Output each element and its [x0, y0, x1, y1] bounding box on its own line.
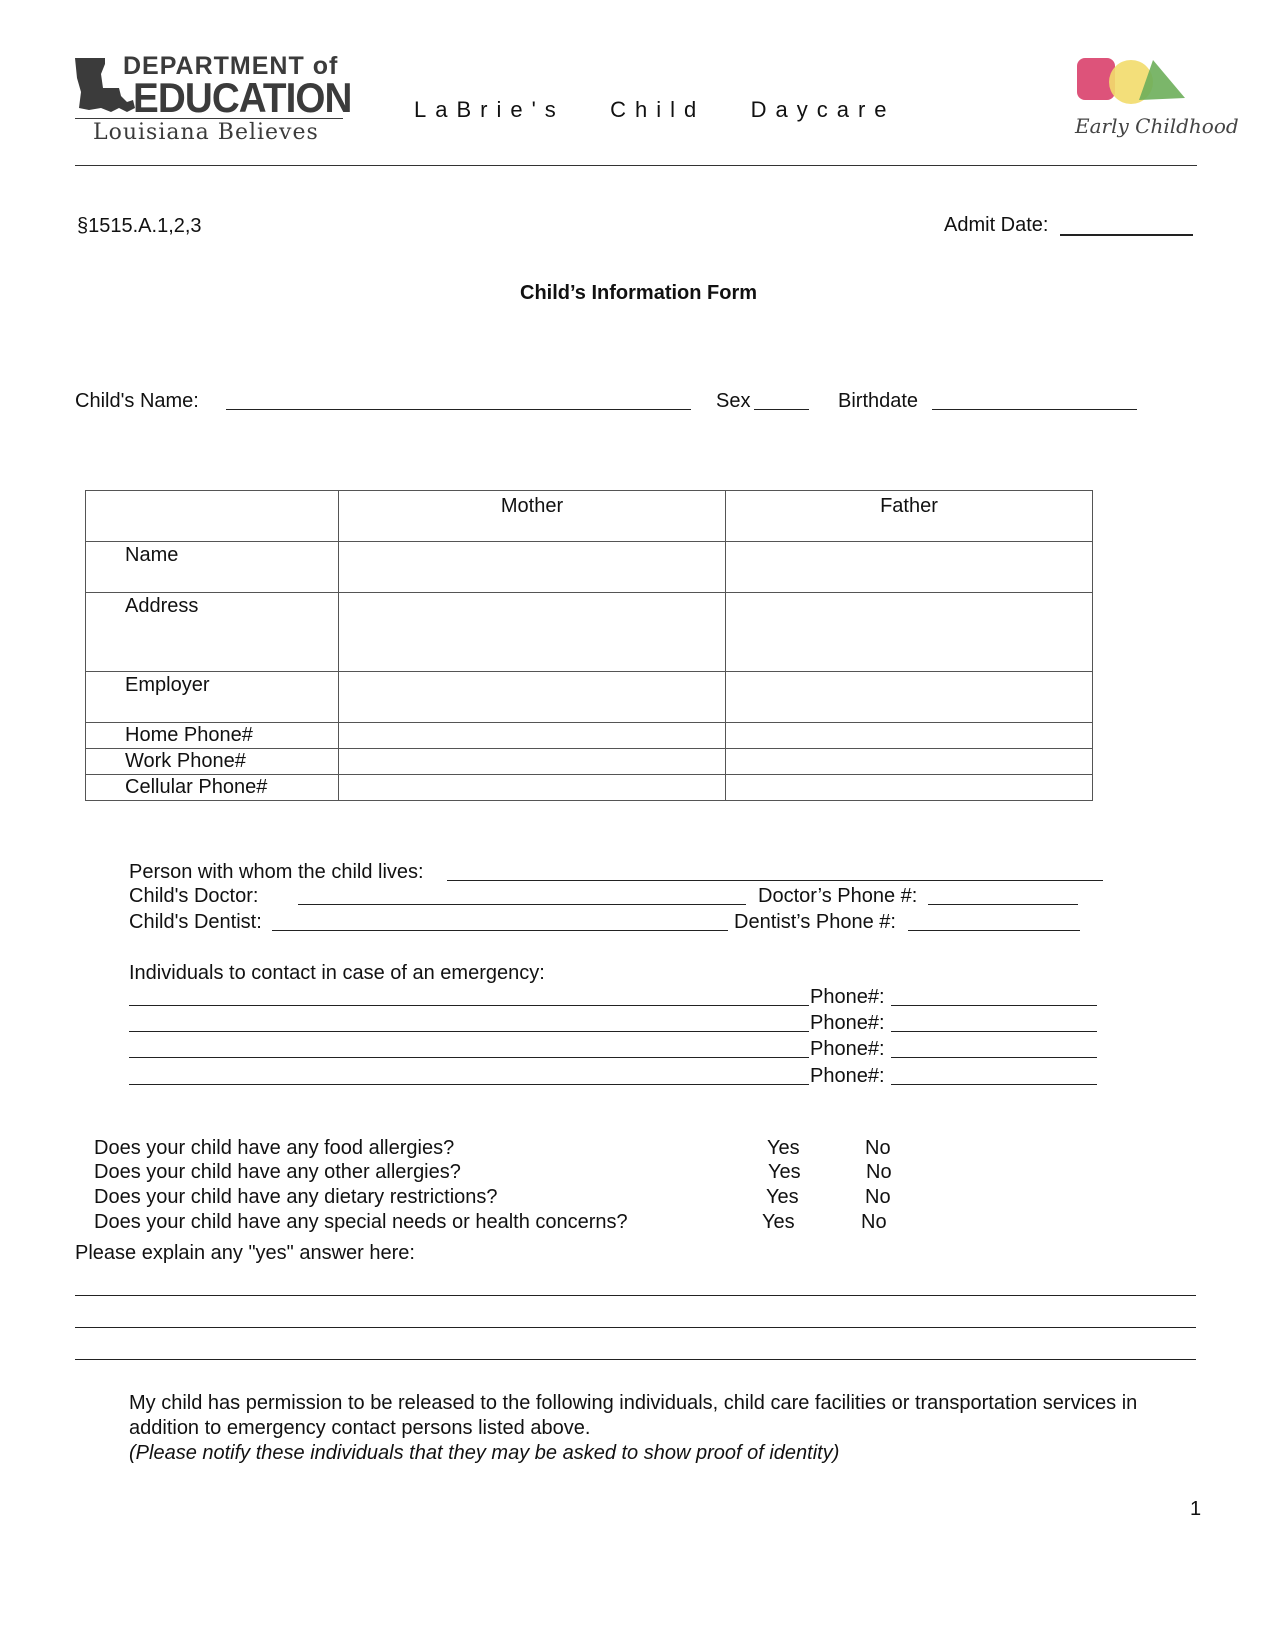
explain-label: Please explain any "yes" answer here:: [75, 1242, 415, 1264]
dentist-phone-field[interactable]: [908, 930, 1080, 931]
question-other-allergies: Does your child have any other allergies?: [94, 1161, 461, 1183]
mother-home-phone-cell[interactable]: [339, 723, 726, 749]
early-childhood-logo-text: Early Childhood: [1075, 114, 1239, 138]
doctor-phone-field[interactable]: [928, 904, 1078, 905]
row-label-employer: Employer: [86, 672, 339, 723]
emergency-phone-label: Phone#:: [810, 986, 885, 1008]
doe-logo-tagline: Louisiana Believes: [93, 120, 319, 145]
yes-option[interactable]: Yes: [768, 1161, 801, 1183]
child-name-label: Child's Name:: [75, 390, 199, 412]
row-label-home-phone: Home Phone#: [86, 723, 339, 749]
yes-option[interactable]: Yes: [767, 1137, 800, 1159]
parents-table: [85, 490, 1093, 801]
sex-label: Sex: [716, 390, 751, 412]
question-special-needs: Does your child have any special needs or health concerns?: [94, 1211, 628, 1233]
mother-address-cell[interactable]: [339, 593, 726, 672]
row-label-address: Address: [86, 593, 339, 672]
permission-text-line2: addition to emergency contact persons listed above.: [129, 1417, 591, 1439]
father-cellular-phone-cell[interactable]: [726, 775, 1093, 801]
father-name-cell[interactable]: [726, 542, 1093, 593]
father-employer-cell[interactable]: [726, 672, 1093, 723]
lives-with-field[interactable]: [447, 880, 1103, 881]
mother-name-cell[interactable]: [339, 542, 726, 593]
emergency-contact-phone-field[interactable]: [891, 1057, 1097, 1058]
mother-employer-cell[interactable]: [339, 672, 726, 723]
birthdate-field[interactable]: [932, 409, 1137, 410]
dentist-label: Child's Dentist:: [129, 911, 262, 933]
question-food-allergies: Does your child have any food allergies?: [94, 1137, 455, 1159]
father-work-phone-cell[interactable]: [726, 749, 1093, 775]
admit-date-label: Admit Date:: [944, 214, 1049, 236]
emergency-contact-phone-field[interactable]: [891, 1031, 1097, 1032]
no-option[interactable]: No: [865, 1137, 891, 1159]
emergency-phone-label: Phone#:: [810, 1065, 885, 1087]
row-label-name: Name: [86, 542, 339, 593]
department-of-education-logo: [75, 52, 352, 148]
mother-work-phone-cell[interactable]: [339, 749, 726, 775]
child-name-field[interactable]: [226, 409, 691, 410]
regulation-code: §1515.A.1,2,3: [77, 215, 202, 237]
doctor-phone-label: Doctor’s Phone #:: [758, 885, 918, 907]
explain-line[interactable]: [75, 1295, 1196, 1296]
permission-text-line1: My child has permission to be released to the following individuals, child care facilities or transportation services in: [129, 1392, 1138, 1414]
permission-note: (Please notify these individuals that they may be asked to show proof of identity): [129, 1442, 840, 1464]
lives-with-label: Person with whom the child lives:: [129, 861, 424, 883]
emergency-contact-name-field[interactable]: [129, 1031, 809, 1032]
emergency-contact-phone-field[interactable]: [891, 1084, 1097, 1085]
doe-logo-line2: EDUCATION: [133, 74, 352, 121]
yes-option[interactable]: Yes: [762, 1211, 795, 1233]
no-option[interactable]: No: [861, 1211, 887, 1233]
birthdate-label: Birthdate: [838, 390, 919, 412]
admit-date-field[interactable]: [1060, 234, 1193, 236]
doctor-field[interactable]: [298, 904, 746, 905]
emergency-contact-name-field[interactable]: [129, 1005, 809, 1006]
dentist-phone-label: Dentist’s Phone #:: [734, 911, 896, 933]
father-address-cell[interactable]: [726, 593, 1093, 672]
early-childhood-shapes-icon: [1075, 50, 1205, 110]
column-header-father: Father: [726, 491, 1093, 542]
row-label-cellular-phone: Cellular Phone#: [86, 775, 339, 801]
daycare-name: LaBrie's Child Daycare: [414, 97, 896, 122]
emergency-heading: Individuals to contact in case of an emergency:: [129, 962, 545, 984]
doctor-label: Child's Doctor:: [129, 885, 259, 907]
question-dietary-restrictions: Does your child have any dietary restrictions?: [94, 1186, 498, 1208]
dentist-field[interactable]: [272, 930, 728, 931]
header-divider: [75, 165, 1197, 166]
page-number: 1: [1190, 1498, 1202, 1520]
sex-field[interactable]: [754, 409, 809, 410]
no-option[interactable]: No: [866, 1161, 892, 1183]
doe-logo-line1: DEPARTMENT of: [123, 52, 339, 80]
explain-line[interactable]: [75, 1359, 1196, 1360]
father-home-phone-cell[interactable]: [726, 723, 1093, 749]
column-header-mother: Mother: [339, 491, 726, 542]
emergency-contact-name-field[interactable]: [129, 1084, 809, 1085]
emergency-phone-label: Phone#:: [810, 1038, 885, 1060]
explain-line[interactable]: [75, 1327, 1196, 1328]
emergency-contact-name-field[interactable]: [129, 1057, 809, 1058]
emergency-contact-phone-field[interactable]: [891, 1005, 1097, 1006]
emergency-phone-label: Phone#:: [810, 1012, 885, 1034]
form-title: Child’s Information Form: [520, 282, 758, 304]
row-label-work-phone: Work Phone#: [86, 749, 339, 775]
table-corner-cell: [86, 491, 339, 542]
mother-cellular-phone-cell[interactable]: [339, 775, 726, 801]
early-childhood-logo: [1075, 50, 1239, 155]
no-option[interactable]: No: [865, 1186, 891, 1208]
yes-option[interactable]: Yes: [766, 1186, 799, 1208]
doe-logo-rule: [75, 118, 343, 119]
